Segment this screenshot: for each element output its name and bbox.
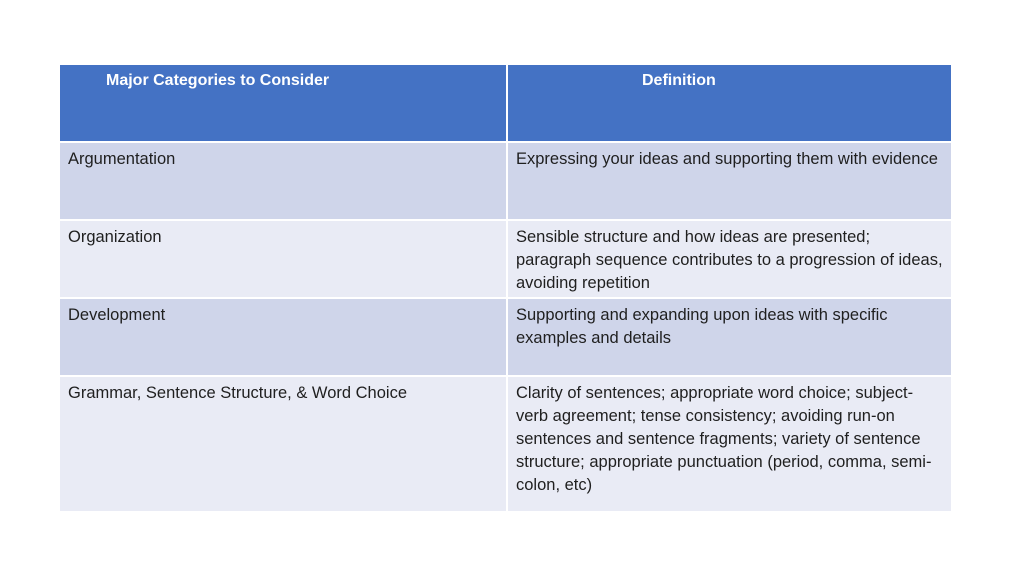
category-cell: Grammar, Sentence Structure, & Word Choice [59, 376, 507, 512]
table-row [59, 142, 952, 220]
category-cell: Argumentation [59, 142, 507, 220]
category-cell: Development [59, 298, 507, 376]
table-row [59, 376, 952, 512]
table-row [59, 298, 952, 376]
definition-cell: Supporting and expanding upon ideas with specific examples and details [507, 298, 952, 376]
definition-cell: Sensible structure and how ideas are presented; paragraph sequence contributes to a progression of ideas, avoiding repetition [507, 220, 952, 298]
categories-table [58, 63, 953, 513]
header-categories: Major Categories to Consider [59, 64, 507, 142]
header-definition: Definition [507, 64, 952, 142]
definition-cell: Expressing your ideas and supporting them with evidence [507, 142, 952, 220]
table-row [59, 220, 952, 298]
definition-cell: Clarity of sentences; appropriate word choice; subject-verb agreement; tense consistency; avoiding run-on sentences and sentence fragments; variety of sentence structure; appropriate punctuation (period, comma, semi-colon, etc) [507, 376, 952, 512]
category-cell: Organization [59, 220, 507, 298]
table-header-row [59, 64, 952, 142]
